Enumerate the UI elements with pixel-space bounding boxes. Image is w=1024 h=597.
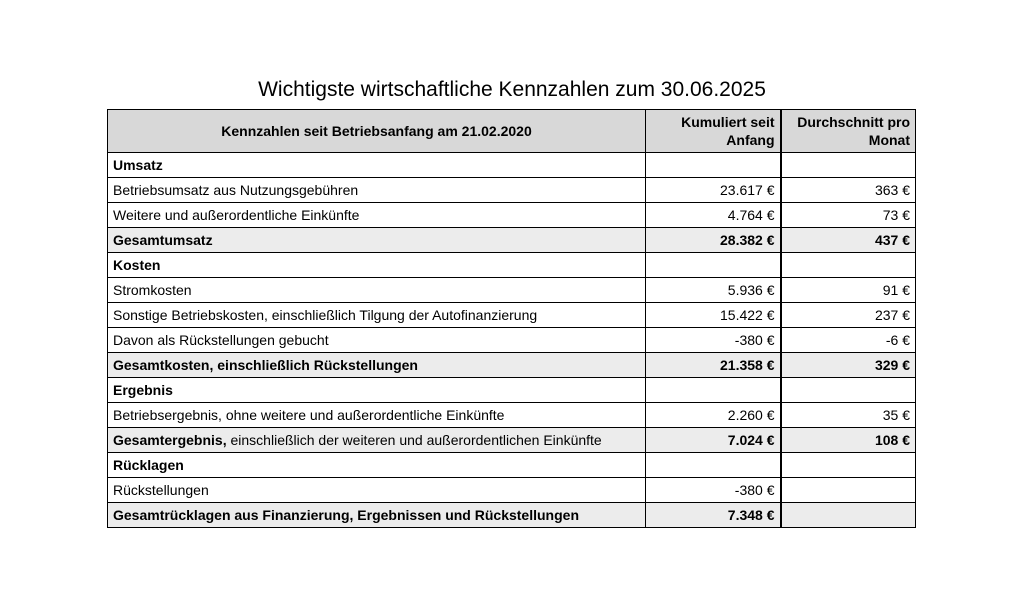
- table-row: [108, 253, 916, 278]
- row-label: Rücklagen: [108, 453, 646, 478]
- table-row: [108, 178, 916, 203]
- row-monthly: [781, 453, 916, 478]
- row-monthly: 91 €: [781, 278, 916, 303]
- row-monthly: [781, 253, 916, 278]
- table-row-total: [108, 228, 916, 253]
- table-row: [108, 203, 916, 228]
- row-label: Sonstige Betriebskosten, einschließlich Tilgung der Autofinanzierung: [108, 303, 646, 328]
- row-monthly: [781, 378, 916, 403]
- row-label: Gesamtergebnis,: [113, 432, 227, 448]
- row-monthly: 363 €: [781, 178, 916, 203]
- header-kennzahlen: Kennzahlen seit Betriebsanfang am 21.02.2020: [108, 110, 646, 153]
- row-label: Gesamtumsatz: [108, 228, 646, 253]
- row-cumulative: 15.422 €: [646, 303, 781, 328]
- row-monthly: 437 €: [781, 228, 916, 253]
- row-cumulative: 2.260 €: [646, 403, 781, 428]
- header-durchschnitt: Durchschnitt pro Monat: [781, 110, 916, 153]
- kennzahlen-table: [107, 109, 916, 528]
- table-row: [108, 303, 916, 328]
- row-label: Gesamtkosten, einschließlich Rückstellungen: [108, 353, 646, 378]
- row-cumulative: 23.617 €: [646, 178, 781, 203]
- row-label: Ergebnis: [108, 378, 646, 403]
- row-cumulative: 5.936 €: [646, 278, 781, 303]
- row-monthly: [781, 478, 916, 503]
- header-kumuliert: Kumuliert seit Anfang: [646, 110, 781, 153]
- row-label: Rückstellungen: [108, 478, 646, 503]
- row-label-cell: [108, 428, 646, 453]
- row-monthly: 35 €: [781, 403, 916, 428]
- table-row-total: [108, 503, 916, 528]
- table-row: [108, 453, 916, 478]
- table-row-total: [108, 353, 916, 378]
- row-label: Davon als Rückstellungen gebucht: [108, 328, 646, 353]
- row-monthly: 108 €: [781, 428, 916, 453]
- row-label: Betriebsumsatz aus Nutzungsgebühren: [108, 178, 646, 203]
- row-monthly: [781, 153, 916, 178]
- row-monthly: -6 €: [781, 328, 916, 353]
- row-monthly: 237 €: [781, 303, 916, 328]
- row-cumulative: 4.764 €: [646, 203, 781, 228]
- row-cumulative: 28.382 €: [646, 228, 781, 253]
- row-cumulative: -380 €: [646, 328, 781, 353]
- table-row-total: [108, 428, 916, 453]
- row-cumulative: [646, 153, 781, 178]
- row-cumulative: [646, 253, 781, 278]
- row-monthly: 329 €: [781, 353, 916, 378]
- table-row: [108, 153, 916, 178]
- row-label: Weitere und außerordentliche Einkünfte: [108, 203, 646, 228]
- row-label: Betriebsergebnis, ohne weitere und außerordentliche Einkünfte: [108, 403, 646, 428]
- row-cumulative: 7.024 €: [646, 428, 781, 453]
- table-row: [108, 403, 916, 428]
- table-row: [108, 328, 916, 353]
- row-cumulative: -380 €: [646, 478, 781, 503]
- row-label-suffix: einschließlich der weiteren und außerordentlichen Einkünfte: [226, 432, 602, 448]
- row-label: Kosten: [108, 253, 646, 278]
- row-cumulative: 21.358 €: [646, 353, 781, 378]
- row-monthly: [781, 503, 916, 528]
- row-label: Stromkosten: [108, 278, 646, 303]
- row-cumulative: [646, 378, 781, 403]
- row-cumulative: [646, 453, 781, 478]
- row-label: Gesamtrücklagen aus Finanzierung, Ergebnissen und Rückstellungen: [108, 503, 646, 528]
- row-monthly: 73 €: [781, 203, 916, 228]
- page-title: Wichtigste wirtschaftliche Kennzahlen zum 30.06.2025: [258, 78, 766, 101]
- table-row: [108, 278, 916, 303]
- row-cumulative: 7.348 €: [646, 503, 781, 528]
- table-row: [108, 378, 916, 403]
- table-row: [108, 478, 916, 503]
- row-label: Umsatz: [108, 153, 646, 178]
- table-header-row: [108, 110, 916, 153]
